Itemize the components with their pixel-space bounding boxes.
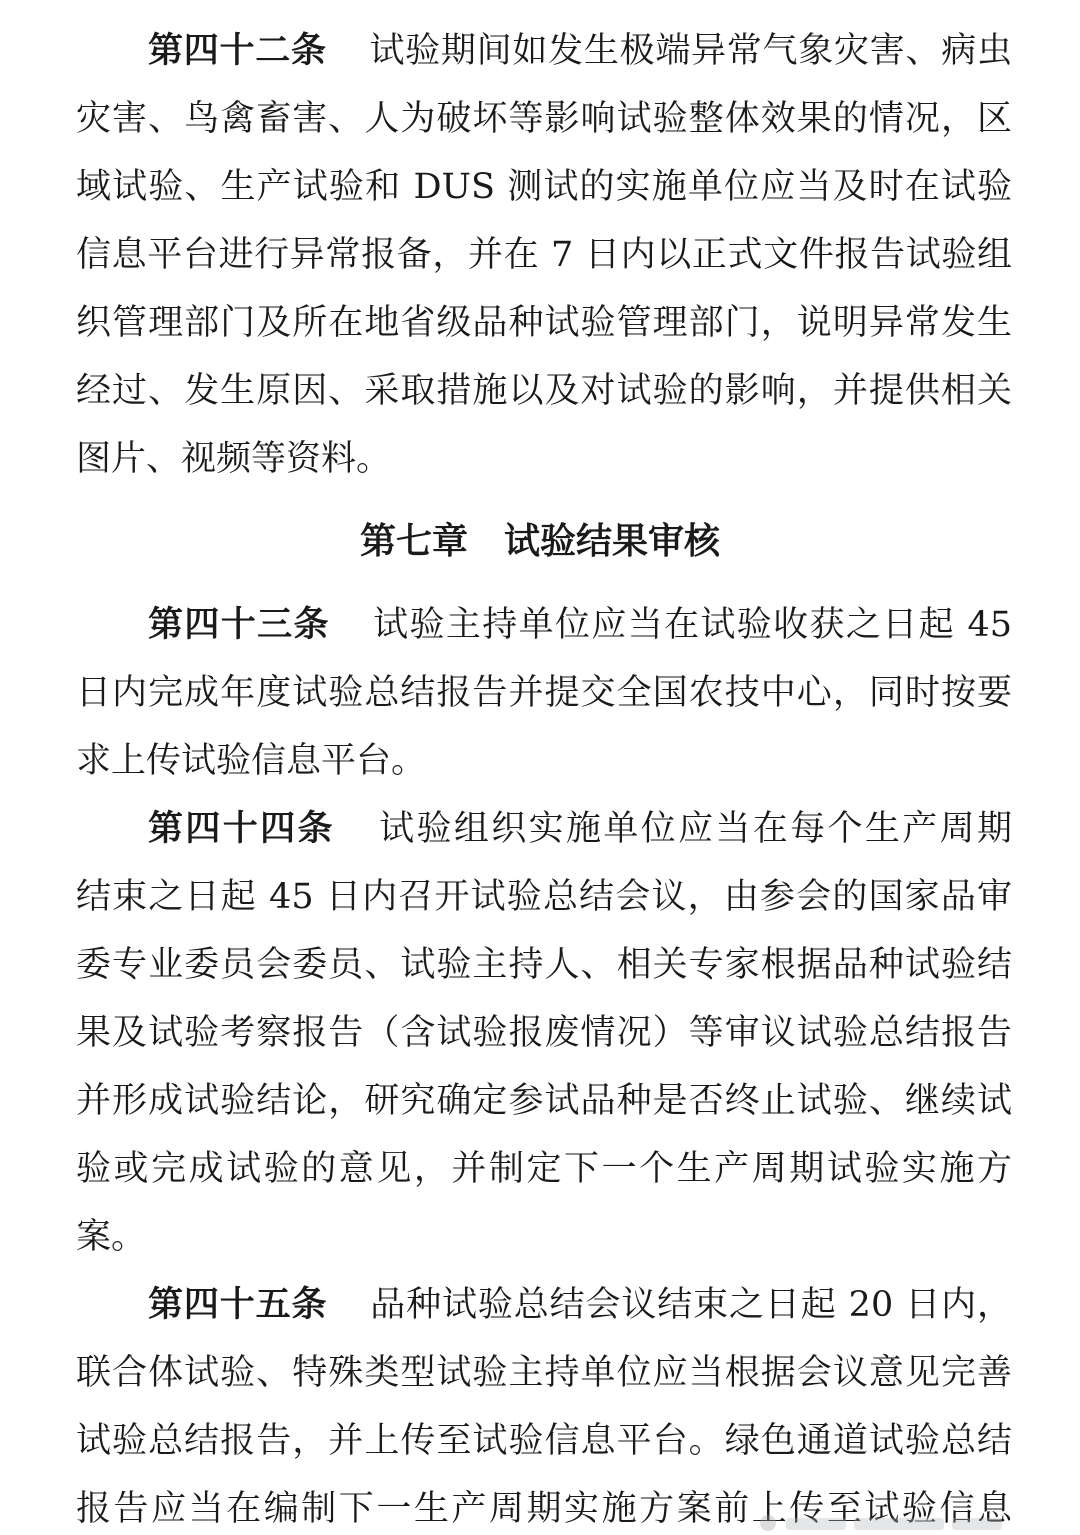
article-42-line-2: 灾害、鸟禽畜害、人为破坏等影响试验整体效果的情况，区 — [76, 99, 1012, 139]
article-42-line-4: 信息平台进行异常报备，并在 7 日内以正式文件报告试验组 — [76, 235, 1012, 275]
article-43-line-2: 日内完成年度试验总结报告并提交全国农技中心，同时按要 — [76, 673, 1012, 713]
article-42-text-1: 试验期间如发生极端异常气象灾害、病虫 — [368, 31, 1012, 71]
watermark-logo-icon — [760, 1515, 776, 1531]
article-45-line-4: 报告应当在编制下一生产周期实施方案前上传至试验信息 — [76, 1489, 1012, 1529]
watermark — [760, 1515, 1060, 1535]
article-42-label: 第四十二条 — [148, 31, 327, 71]
article-45-label: 第四十五条 — [148, 1285, 328, 1325]
article-42-line-7: 图片、视频等资料。 — [76, 439, 392, 479]
article-45-text-1: 品种试验总结会议结束之日起 20 日内， — [369, 1285, 1012, 1325]
article-43-line-3: 求上传试验信息平台。 — [76, 741, 427, 781]
article-43-line-1 — [148, 600, 1012, 650]
article-44-line-7: 案。 — [76, 1217, 147, 1257]
article-44-line-5: 并形成试验结论，研究确定参试品种是否终止试验、继续试 — [76, 1081, 1012, 1121]
article-44-line-2: 结束之日起 45 日内召开试验总结会议，由参会的国家品审 — [76, 877, 1012, 917]
article-42-line-1 — [148, 26, 1012, 76]
article-44-line-6: 验或完成试验的意见，并制定下一个生产周期试验实施方 — [76, 1149, 1012, 1189]
article-44-line-4: 果及试验考察报告（含试验报废情况）等审议试验总结报告 — [76, 1013, 1012, 1053]
chapter-heading — [0, 515, 1080, 569]
article-45-line-2: 联合体试验、特殊类型试验主持单位应当根据会议意见完善 — [76, 1353, 1012, 1393]
article-45-line-1 — [148, 1280, 1012, 1330]
article-44-text-1: 试验组织实施单位应当在每个生产周期 — [376, 809, 1012, 849]
article-43-text-1: 试验主持单位应当在试验收获之日起 45 — [371, 605, 1012, 645]
chapter-title: 试验结果审核 — [504, 521, 721, 562]
article-42-line-6: 经过、发生原因、采取措施以及对试验的影响，并提供相关 — [76, 371, 1012, 411]
article-42-line-3: 域试验、生产试验和 DUS 测试的实施单位应当及时在试验 — [76, 167, 1012, 207]
article-43-label: 第四十三条 — [148, 605, 330, 645]
article-44-line-1 — [148, 804, 1012, 854]
article-42-line-5: 织管理部门及所在地省级品种试验管理部门，说明异常发生 — [76, 303, 1012, 343]
article-44-label: 第四十四条 — [148, 809, 335, 849]
article-45-line-3: 试验总结报告，并上传至试验信息平台。绿色通道试验总结 — [76, 1421, 1012, 1461]
article-44-line-3: 委专业委员会委员、试验主持人、相关专家根据品种试验结 — [76, 945, 1012, 985]
chapter-number: 第七章 — [359, 521, 468, 562]
